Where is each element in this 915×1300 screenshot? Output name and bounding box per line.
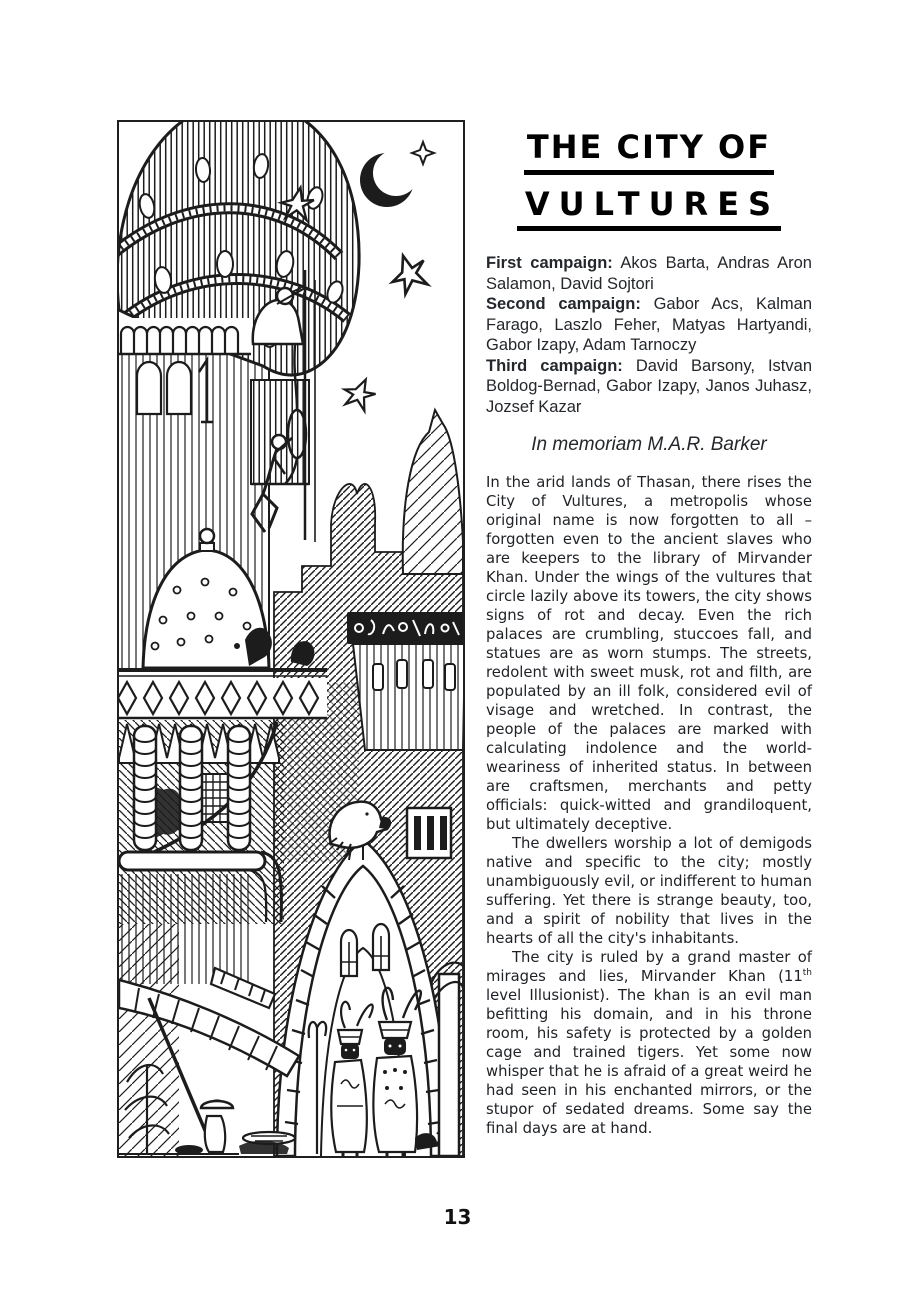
banded-column <box>228 726 250 850</box>
arched-window <box>167 362 191 414</box>
text-column <box>486 127 812 1138</box>
credit-names: David Barsony, Istvan Boldog-Bernad, Gabor Izapy, Janos Juhasz, Jozsef Kazar <box>486 356 812 416</box>
dedication: In memoriam M.A.R. Barker <box>531 434 767 456</box>
credit-names: Gabor Acs, Kalman Farago, Laszlo Feher, Matyas Hartyandi, Gabor Izapy, Adam Tarnoczy <box>486 295 812 355</box>
ordinal-suffix: th <box>802 968 812 979</box>
credit-label: Third campaign: <box>486 356 623 375</box>
banded-column <box>180 726 202 850</box>
paragraph-3-start: The city is ruled by a grand master of mirages and lies, Mirvander Khan (11 <box>486 949 812 986</box>
credit-first-campaign <box>486 253 812 294</box>
banded-column <box>134 726 156 850</box>
credit-third-campaign <box>486 356 812 418</box>
paragraph-3 <box>486 948 812 1138</box>
page-title <box>486 127 812 231</box>
credit-second-campaign <box>486 294 812 356</box>
window-plaque <box>407 808 451 858</box>
title-line-2: VULTURES <box>517 184 781 232</box>
pillar <box>439 974 459 1156</box>
inscription-frieze <box>347 612 463 750</box>
page-number: 13 <box>443 1205 472 1229</box>
paragraph-3-end: level Illusionist). The khan is an evil man befitting his domain, and in his throne room, his safety is protected by a golden cage and trained tigers. Yet some now whisper that he is afraid of a great weird he had seen in his enchanted mirrors, or the stupor of sedated dreams. Some say the final days are at hand. <box>486 987 812 1138</box>
dome-fringe <box>119 318 251 355</box>
city-illustration <box>117 120 465 1158</box>
credit-label: Second campaign: <box>486 295 641 314</box>
paragraph-1: In the arid lands of Thasan, there rises the City of Vultures, a metropolis whose original name is now forgotten to all – forgotten even to the ancient slaves who are keepers to the library of Mirvander Khan. Under the wings of the vultures that circle lazily above its towers, the city shows signs of rot and decay. Even the rich palaces are crumbling, stuccoes fall, and statues are as worn stumps. The streets, redolent with sweet musk, rot and filth, are populated by an ill folk, considered evil of visage and wretched. In contrast, the people of the palaces are marked with calculating indolence and the world-weariness of inherited status. In between are craftsmen, merchants and petty officials: quick-witted and grandiloquent, but ultimately deceptive. <box>486 474 812 834</box>
body-text <box>486 473 812 1138</box>
title-line-1: THE CITY OF <box>524 127 774 175</box>
city-illustration-svg <box>119 122 463 1156</box>
credit-names: Akos Barta, Andras Aron Salamon, David Sojtori <box>486 254 812 293</box>
paragraph-2: The dwellers worship a lot of demigods native and specific to the city; mostly unambiguously evil, or indifferent to human suffering. Yet there is strange beauty, too, and a spirit of nobility that lives in the hearts of all the city's inhabitants. <box>486 835 812 948</box>
diamond-frieze <box>119 678 327 718</box>
credit-label: First campaign: <box>486 254 613 273</box>
campaign-credits <box>486 253 812 417</box>
arched-window <box>137 362 161 414</box>
